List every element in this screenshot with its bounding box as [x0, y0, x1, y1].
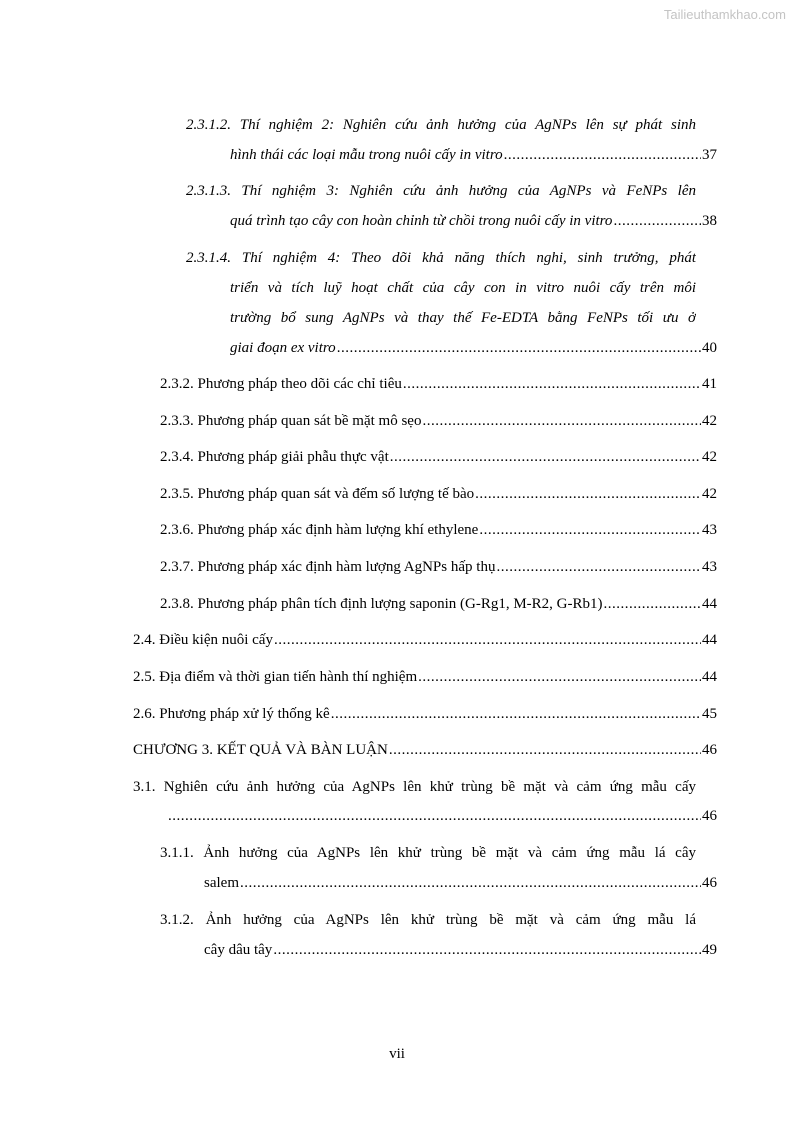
toc-entry-3-1-2-line2[interactable]	[204, 940, 717, 960]
toc-entry-text: 2.3.3. Phương pháp quan sát bề mặt mô sẹo	[160, 413, 422, 429]
toc-entry-2-3-6[interactable]	[160, 520, 717, 540]
toc-entry-2-3-1-4-line1[interactable]: 2.3.1.4. Thí nghiệm 4: Theo dõi khả năng thích nghi, sinh trưởng, phát	[186, 250, 696, 266]
toc-entry-chapter-3[interactable]	[133, 740, 717, 760]
toc-entry-text: 2.3.8. Phương pháp phân tích định lượng saponin (G-Rg1, M-R2, G-Rb1)	[160, 596, 603, 612]
leader-dots	[337, 338, 701, 358]
toc-entry-text: quá trình tạo cây con hoàn chỉnh từ chồi trong nuôi cấy in vitro	[230, 213, 613, 229]
leader-dots	[504, 145, 701, 165]
toc-entry-2-3-1-4-line3: trường bổ sung AgNPs và thay thế Fe-EDTA bằng FeNPs tối ưu ở	[230, 310, 696, 326]
toc-page-number: 44	[702, 596, 717, 612]
leader-dots	[496, 557, 701, 577]
toc-page-number: 49	[702, 942, 717, 958]
toc-entry-text: hình thái các loại mẫu trong nuôi cấy in vitro	[230, 147, 503, 163]
toc-page-number: 46	[702, 875, 717, 891]
toc-page-number: 45	[702, 706, 717, 722]
toc-entry-3-1-line2[interactable]	[168, 806, 717, 826]
toc-entry-2-3-5[interactable]	[160, 484, 717, 504]
leader-dots	[273, 940, 701, 960]
toc-page-number: 46	[702, 808, 717, 824]
toc-page-number: 46	[702, 742, 717, 758]
toc-page-number: 44	[702, 669, 717, 685]
toc-page-number: 42	[702, 413, 717, 429]
toc-entry-text: 2.3.5. Phương pháp quan sát và đếm số lượng tế bào	[160, 486, 475, 502]
toc-entry-2-3-8[interactable]	[160, 594, 717, 614]
leader-dots	[274, 630, 701, 650]
toc-entry-text: cây dâu tây	[204, 942, 273, 958]
toc-entry-3-1-1-line2[interactable]	[204, 873, 717, 893]
leader-dots	[418, 667, 701, 687]
toc-page-number: 42	[702, 449, 717, 465]
toc-entry-2-3-2[interactable]	[160, 374, 717, 394]
toc-page-number: 37	[702, 147, 717, 163]
toc-page-number: 44	[702, 632, 717, 648]
toc-entry-2-3-1-2-line1[interactable]: 2.3.1.2. Thí nghiệm 2: Nghiên cứu ảnh hưởng của AgNPs lên sự phát sinh	[186, 117, 696, 133]
toc-entry-2-5[interactable]	[133, 667, 717, 687]
leader-dots	[604, 594, 701, 614]
toc-entry-text: 2.5. Địa điểm và thời gian tiến hành thí nghiệm	[133, 669, 418, 685]
leader-dots	[331, 704, 701, 724]
toc-entry-3-1-2-line1[interactable]: 3.1.2. Ảnh hưởng của AgNPs lên khử trùng bề mặt và cảm ứng mẫu lá	[160, 912, 696, 928]
toc-page-number: 38	[702, 213, 717, 229]
toc-entry-2-3-1-2-line2[interactable]	[230, 145, 717, 165]
toc-entry-2-4[interactable]	[133, 630, 717, 650]
toc-entry-3-1-line1[interactable]: 3.1. Nghiên cứu ảnh hưởng của AgNPs lên khử trùng bề mặt và cảm ứng mẫu cấy	[133, 779, 696, 795]
toc-page-number: 42	[702, 486, 717, 502]
toc-entry-2-3-1-3-line2[interactable]	[230, 211, 717, 231]
toc-entry-2-3-1-3-line1[interactable]: 2.3.1.3. Thí nghiệm 3: Nghiên cứu ảnh hưởng của AgNPs và FeNPs lên	[186, 183, 696, 199]
toc-page-number: 43	[702, 522, 717, 538]
leader-dots	[389, 740, 701, 760]
leader-dots	[390, 447, 701, 467]
toc-entry-2-3-1-4-line4[interactable]	[230, 338, 717, 358]
toc-entry-text: salem	[204, 875, 239, 891]
toc-entry-text: 2.6. Phương pháp xử lý thống kê	[133, 706, 330, 722]
toc-entry-2-6[interactable]	[133, 704, 717, 724]
leader-dots	[613, 211, 701, 231]
toc-page-number: 43	[702, 559, 717, 575]
watermark: Tailieuthamkhao.com	[663, 7, 786, 22]
leader-dots	[240, 873, 701, 893]
toc-entry-text: 2.3.7. Phương pháp xác định hàm lượng AgNPs hấp thụ	[160, 559, 496, 575]
toc-entry-2-3-3[interactable]	[160, 411, 717, 431]
toc-entry-text: 2.3.2. Phương pháp theo dõi các chỉ tiêu	[160, 376, 402, 392]
leader-dots	[479, 520, 701, 540]
leader-dots	[168, 806, 701, 826]
toc-entry-2-3-7[interactable]	[160, 557, 717, 577]
toc-entry-text: 2.4. Điều kiện nuôi cấy	[133, 632, 273, 648]
toc-page-number: 40	[702, 340, 717, 356]
toc-entry-2-3-4[interactable]	[160, 447, 717, 467]
toc-page-number: 41	[702, 376, 717, 392]
toc-entry-text: giai đoạn ex vitro	[230, 340, 336, 356]
toc-entry-3-1-1-line1[interactable]: 3.1.1. Ảnh hưởng của AgNPs lên khử trùng bề mặt và cảm ứng mẫu lá cây	[160, 845, 696, 861]
leader-dots	[422, 411, 701, 431]
leader-dots	[475, 484, 701, 504]
toc-entry-text: 2.3.6. Phương pháp xác định hàm lượng khí ethylene	[160, 522, 479, 538]
toc-entry-text: CHƯƠNG 3. KẾT QUẢ VÀ BÀN LUẬN	[133, 742, 388, 758]
toc-entry-2-3-1-4-line2: triển và tích luỹ hoạt chất của cây con in vitro nuôi cấy trên môi	[230, 280, 696, 296]
page-number: vii	[389, 1046, 405, 1062]
leader-dots	[403, 374, 701, 394]
toc-entry-text: 2.3.4. Phương pháp giải phẫu thực vật	[160, 449, 389, 465]
